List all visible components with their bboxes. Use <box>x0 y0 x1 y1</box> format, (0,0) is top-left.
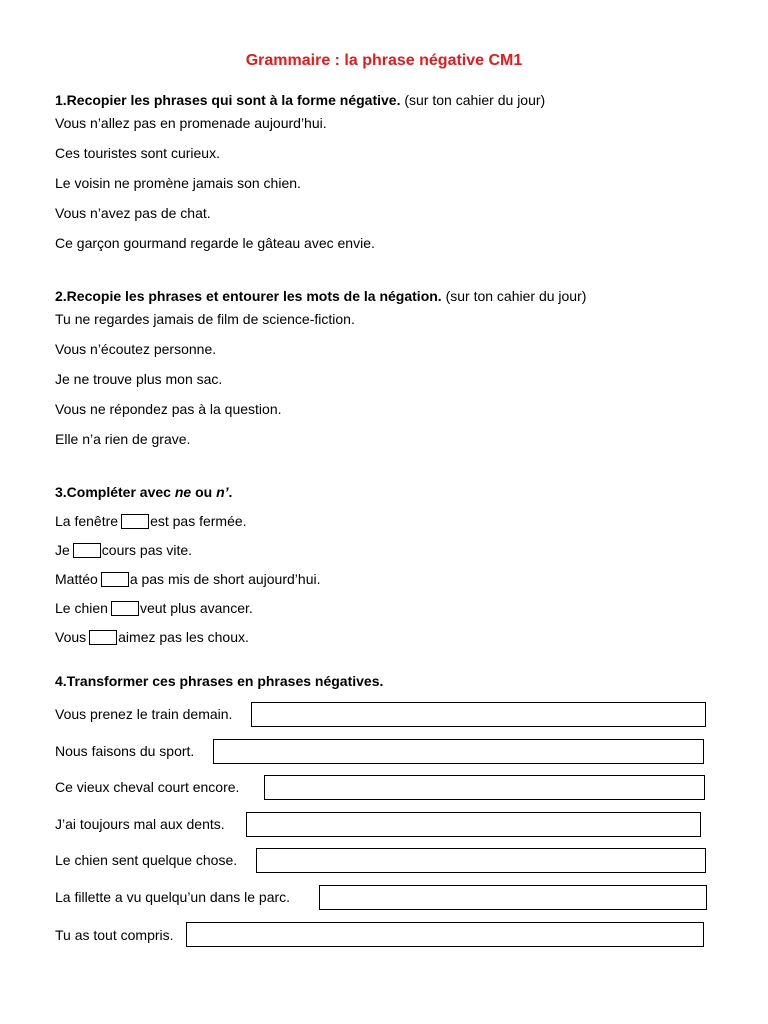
answer-blank[interactable] <box>121 514 149 529</box>
exercise-2-sentence: Vous n’écoutez personne. <box>55 341 217 357</box>
exercise-3-heading: 3.Compléter avec ne ou n’. <box>55 484 233 500</box>
answer-blank[interactable] <box>73 543 101 558</box>
answer-box[interactable] <box>264 775 705 800</box>
answer-box[interactable] <box>251 702 706 727</box>
exercise-2-sentence: Tu ne regardes jamais de film de science-fiction. <box>55 311 355 327</box>
answer-box[interactable] <box>256 848 706 873</box>
page-title: Grammaire : la phrase négative CM1 <box>245 52 523 69</box>
exercise-1-sentence: Vous n’allez pas en promenade aujourd’hui. <box>55 115 327 131</box>
transform-sentence: Nous faisons du sport. <box>55 743 195 759</box>
exercise-2-heading <box>55 288 586 304</box>
fill-in-item: Je cours pas vite. <box>55 542 193 558</box>
transform-sentence: Tu as tout compris. <box>55 927 174 943</box>
exercise-1-sentence: Vous n’avez pas de chat. <box>55 205 211 221</box>
transform-sentence: Le chien sent quelque chose. <box>55 852 238 868</box>
answer-box[interactable] <box>186 922 704 947</box>
exercise-1-instruction: 1.Recopier les phrases qui sont à la forme négative. <box>55 92 401 108</box>
exercise-2-sentence: Je ne trouve plus mon sac. <box>55 371 223 387</box>
answer-blank[interactable] <box>89 630 117 645</box>
fill-in-item: Le chien veut plus avancer. <box>55 600 253 616</box>
exercise-4-heading: 4.Transformer ces phrases en phrases négatives. <box>55 673 384 689</box>
fill-in-item: La fenêtre est pas fermée. <box>55 513 247 529</box>
transform-sentence: Vous prenez le train demain. <box>55 706 233 722</box>
word-ne: ne <box>174 484 192 500</box>
fill-in-item: Mattéo a pas mis de short aujourd’hui. <box>55 571 321 587</box>
fill-in-item: Vous aimez pas les choux. <box>55 629 249 645</box>
exercise-1-sentence: Ces touristes sont curieux. <box>55 145 220 161</box>
answer-blank[interactable] <box>111 601 139 616</box>
exercise-1-heading <box>55 92 545 108</box>
exercise-2-sentence: Vous ne répondez pas à la question. <box>55 401 282 417</box>
exercise-2-sentence: Elle n’a rien de grave. <box>55 431 191 447</box>
exercise-2-note: (sur ton cahier du jour) <box>441 288 587 304</box>
exercise-1-note: (sur ton cahier du jour) <box>400 92 546 108</box>
answer-box[interactable] <box>213 739 704 764</box>
transform-sentence: La fillette a vu quelqu’un dans le parc. <box>55 889 291 905</box>
exercise-2-instruction: 2.Recopie les phrases et entourer les mots de la négation. <box>55 288 442 304</box>
exercise-1-sentence: Le voisin ne promène jamais son chien. <box>55 175 301 191</box>
answer-box[interactable] <box>246 812 701 837</box>
word-n-apostrophe: n’ <box>216 484 229 500</box>
exercise-1-sentence: Ce garçon gourmand regarde le gâteau avec envie. <box>55 235 375 251</box>
transform-sentence: J’ai toujours mal aux dents. <box>55 816 225 832</box>
transform-sentence: Ce vieux cheval court encore. <box>55 779 240 795</box>
answer-blank[interactable] <box>101 572 129 587</box>
answer-box[interactable] <box>319 885 707 910</box>
